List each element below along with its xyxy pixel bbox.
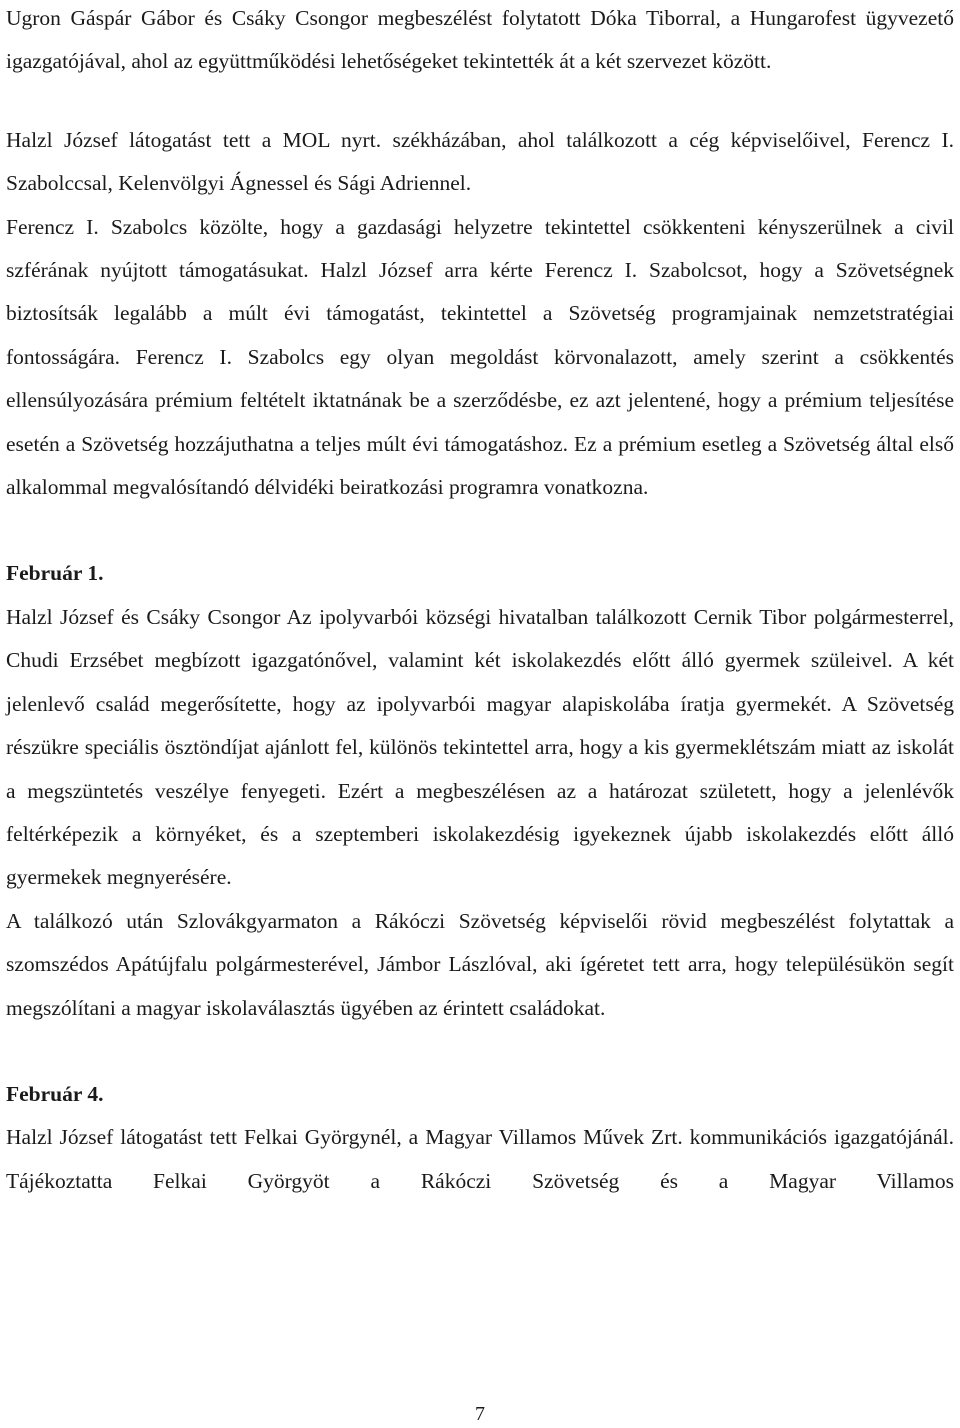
paragraph-ipolyvarbo: Halzl József és Csáky Csongor Az ipolyvarbói községi hivatalban találkozott Cernik Tibor polgármesterrel, Chudi Erzsébet megbízott igazgatónővel, valamint két iskolakezdés előtt álló gyermek szüleivel. A két jelenlevő család megerősítette, hogy az ipolyvarbói magyar alapiskolába íratja gyermekét. A Szövetség részükre speciális ösztöndíjat ajánlott fel, különös tekintettel arra, hogy a kis gyermeklétszám miatt az iskolát a megszüntetés veszélye fenyegeti. Ezért a megbeszélésen az a határozat született, hogy a jelenlévők feltérképezik a környéket, és a szeptemberi iskolakezdésig igyekeznek újabb iskolakezdés előtt álló gyermekek megnyerésére. <box>6 604 954 890</box>
section-heading-feb1: Február 1. <box>6 561 104 586</box>
section-spacer <box>6 1030 954 1073</box>
section-heading-feb4: Február 4. <box>6 1081 104 1106</box>
page-number: 7 <box>475 1403 485 1425</box>
paragraph-hungarofest: Ugron Gáspár Gábor és Csáky Csongor megbeszélést folytatott Dóka Tiborral, a Hungarofest ügyvezető igazgatójával, ahol az együttműködési lehetőségeket tekintették át a két szervezet között. <box>6 6 954 74</box>
paragraph-szlovakgyarmat: A találkozó után Szlovákgyarmaton a Rákóczi Szövetség képviselői rövid megbeszélést folytattak a szomszédos Apátújfalu polgármesterével, Jámbor Lászlóval, aki ígéretet tett arra, hogy településükön segít megszólítani a magyar iskolaválasztás ügyében az érintett családokat. <box>6 908 954 1020</box>
paragraph-ferencz-support: Ferencz I. Szabolcs közölte, hogy a gazdasági helyzetre tekintettel csökkenteni kényszerülnek a civil szférának nyújtott támogatásukat. Halzl József arra kérte Ferencz I. Szabolcsot, hogy a Szövetségnek biztosítsák legalább a múlt évi támogatást, tekintettel a Szövetség programjainak nemzetstratégiai fontosságára. Ferencz I. Szabolcs egy olyan megoldást körvonalazott, amely szerint a csökkentés ellensúlyozására prémium feltételt iktatnának be a szerződésbe, ez azt jelentené, hogy a prémium teljesítése esetén a Szövetség hozzájuthatna a teljes múlt évi támogatáshoz. Ez a prémium esetleg a Szövetség által első alkalommal megvalósítandó délvidéki beiratkozási programra vonatkozna. <box>6 214 954 500</box>
document-page <box>6 0 954 1203</box>
section-spacer <box>6 509 954 552</box>
paragraph-mvm-visit: Halzl József látogatást tett Felkai Györgynél, a Magyar Villamos Művek Zrt. kommunikációs igazgatójánál. Tájékoztatta Felkai Györgyöt a Rákóczi Szövetség és a Magyar Villamos <box>6 1125 954 1193</box>
paragraph-mol-visit: Halzl József látogatást tett a MOL nyrt. székházában, ahol találkozott a cég képviselőivel, Ferencz I. Szabolccsal, Kelenvölgyi Ágnessel és Sági Adriennel. <box>6 127 954 196</box>
